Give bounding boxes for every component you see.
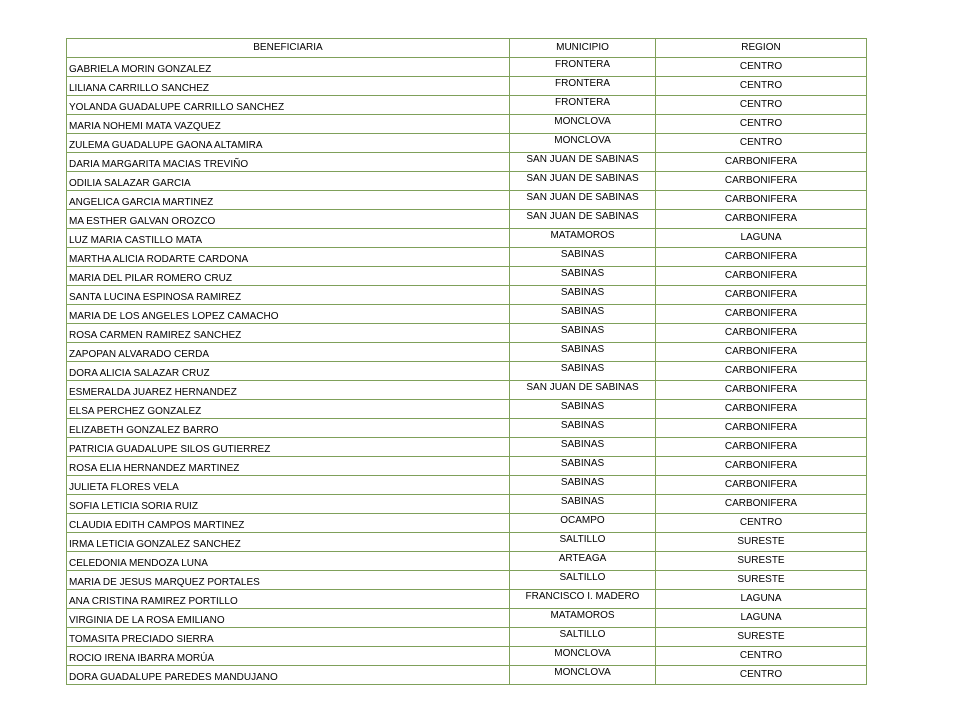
- region-cell: CENTRO: [656, 134, 867, 153]
- region-cell: CARBONIFERA: [656, 153, 867, 172]
- table-row: [67, 495, 867, 514]
- municipality-cell: FRONTERA: [510, 58, 656, 77]
- table-row: [67, 58, 867, 77]
- table-row: [67, 229, 867, 248]
- header-municipio: MUNICIPIO: [510, 39, 656, 58]
- region-cell: CENTRO: [656, 96, 867, 115]
- header-region: REGION: [656, 39, 867, 58]
- table-row: [67, 552, 867, 571]
- table-row: [67, 362, 867, 381]
- beneficiary-name-cell: ZAPOPAN ALVARADO CERDA: [67, 343, 510, 362]
- region-cell: CARBONIFERA: [656, 400, 867, 419]
- table-row: [67, 134, 867, 153]
- municipality-cell: SABINAS: [510, 362, 656, 381]
- region-cell: LAGUNA: [656, 590, 867, 609]
- table-row: [67, 210, 867, 229]
- table-row: [67, 590, 867, 609]
- table-row: [67, 153, 867, 172]
- region-cell: CARBONIFERA: [656, 286, 867, 305]
- region-cell: LAGUNA: [656, 229, 867, 248]
- region-cell: CENTRO: [656, 666, 867, 685]
- municipality-cell: MATAMOROS: [510, 609, 656, 628]
- beneficiary-name-cell: ESMERALDA JUAREZ HERNANDEZ: [67, 381, 510, 400]
- beneficiary-name-cell: ELIZABETH GONZALEZ BARRO: [67, 419, 510, 438]
- municipality-cell: SAN JUAN DE SABINAS: [510, 381, 656, 400]
- region-cell: SURESTE: [656, 628, 867, 647]
- region-cell: CENTRO: [656, 647, 867, 666]
- region-cell: SURESTE: [656, 571, 867, 590]
- municipality-cell: SAN JUAN DE SABINAS: [510, 172, 656, 191]
- municipality-cell: MONCLOVA: [510, 134, 656, 153]
- region-cell: CARBONIFERA: [656, 495, 867, 514]
- beneficiary-name-cell: DORA GUADALUPE PAREDES MANDUJANO: [67, 666, 510, 685]
- municipality-cell: FRONTERA: [510, 77, 656, 96]
- municipality-cell: MONCLOVA: [510, 115, 656, 134]
- beneficiary-name-cell: CELEDONIA MENDOZA LUNA: [67, 552, 510, 571]
- header-beneficiaria: BENEFICIARIA: [67, 39, 510, 58]
- region-cell: CARBONIFERA: [656, 343, 867, 362]
- beneficiary-name-cell: LILIANA CARRILLO SANCHEZ: [67, 77, 510, 96]
- beneficiary-name-cell: ROCIO IRENA IBARRA MORÚA: [67, 647, 510, 666]
- municipality-cell: SABINAS: [510, 248, 656, 267]
- beneficiary-name-cell: PATRICIA GUADALUPE SILOS GUTIERREZ: [67, 438, 510, 457]
- table-row: [67, 267, 867, 286]
- region-cell: CARBONIFERA: [656, 248, 867, 267]
- beneficiary-name-cell: SOFIA LETICIA SORIA RUIZ: [67, 495, 510, 514]
- municipality-cell: SABINAS: [510, 343, 656, 362]
- municipality-cell: FRANCISCO I. MADERO: [510, 590, 656, 609]
- municipality-cell: SABINAS: [510, 495, 656, 514]
- region-cell: CARBONIFERA: [656, 191, 867, 210]
- beneficiary-name-cell: ZULEMA GUADALUPE GAONA ALTAMIRA: [67, 134, 510, 153]
- municipality-cell: SABINAS: [510, 476, 656, 495]
- table-row: [67, 324, 867, 343]
- beneficiary-name-cell: GABRIELA MORIN GONZALEZ: [67, 58, 510, 77]
- municipality-cell: SAN JUAN DE SABINAS: [510, 191, 656, 210]
- table-row: [67, 305, 867, 324]
- municipality-cell: FRONTERA: [510, 96, 656, 115]
- region-cell: CARBONIFERA: [656, 210, 867, 229]
- beneficiary-name-cell: DORA ALICIA SALAZAR CRUZ: [67, 362, 510, 381]
- municipality-cell: SABINAS: [510, 267, 656, 286]
- region-cell: CARBONIFERA: [656, 172, 867, 191]
- municipality-cell: SABINAS: [510, 457, 656, 476]
- beneficiary-name-cell: SANTA LUCINA ESPINOSA RAMIREZ: [67, 286, 510, 305]
- table-row: [67, 115, 867, 134]
- beneficiary-name-cell: MARIA NOHEMI MATA VAZQUEZ: [67, 115, 510, 134]
- table-row: [67, 476, 867, 495]
- table-row: [67, 514, 867, 533]
- municipality-cell: SAN JUAN DE SABINAS: [510, 210, 656, 229]
- beneficiary-name-cell: ELSA PERCHEZ GONZALEZ: [67, 400, 510, 419]
- table-row: [67, 533, 867, 552]
- beneficiary-table: [66, 38, 867, 685]
- table-row: [67, 666, 867, 685]
- municipality-cell: MATAMOROS: [510, 229, 656, 248]
- region-cell: CARBONIFERA: [656, 419, 867, 438]
- beneficiary-name-cell: MARIA DE JESUS MARQUEZ PORTALES: [67, 571, 510, 590]
- beneficiary-name-cell: MARIA DEL PILAR ROMERO CRUZ: [67, 267, 510, 286]
- region-cell: CENTRO: [656, 115, 867, 134]
- beneficiary-name-cell: VIRGINIA DE LA ROSA EMILIANO: [67, 609, 510, 628]
- region-cell: CARBONIFERA: [656, 457, 867, 476]
- table-row: [67, 77, 867, 96]
- region-cell: CARBONIFERA: [656, 324, 867, 343]
- region-cell: CENTRO: [656, 58, 867, 77]
- municipality-cell: SAN JUAN DE SABINAS: [510, 153, 656, 172]
- beneficiary-name-cell: ROSA ELIA HERNANDEZ MARTINEZ: [67, 457, 510, 476]
- beneficiary-name-cell: IRMA LETICIA GONZALEZ SANCHEZ: [67, 533, 510, 552]
- table-row: [67, 96, 867, 115]
- region-cell: CARBONIFERA: [656, 381, 867, 400]
- beneficiary-name-cell: DARIA MARGARITA MACIAS TREVIÑO: [67, 153, 510, 172]
- municipality-cell: ARTEAGA: [510, 552, 656, 571]
- municipality-cell: SALTILLO: [510, 628, 656, 647]
- beneficiary-name-cell: ODILIA SALAZAR GARCIA: [67, 172, 510, 191]
- municipality-cell: SABINAS: [510, 400, 656, 419]
- table-row: [67, 647, 867, 666]
- beneficiary-name-cell: JULIETA FLORES VELA: [67, 476, 510, 495]
- table-row: [67, 248, 867, 267]
- beneficiary-name-cell: CLAUDIA EDITH CAMPOS MARTINEZ: [67, 514, 510, 533]
- table-row: [67, 457, 867, 476]
- beneficiary-name-cell: MARIA DE LOS ANGELES LOPEZ CAMACHO: [67, 305, 510, 324]
- beneficiary-name-cell: ANGELICA GARCIA MARTINEZ: [67, 191, 510, 210]
- table-row: [67, 400, 867, 419]
- region-cell: CENTRO: [656, 77, 867, 96]
- municipality-cell: SABINAS: [510, 305, 656, 324]
- beneficiary-name-cell: MA ESTHER GALVAN OROZCO: [67, 210, 510, 229]
- table-row: [67, 343, 867, 362]
- table-row: [67, 609, 867, 628]
- region-cell: CARBONIFERA: [656, 476, 867, 495]
- table-row: [67, 172, 867, 191]
- region-cell: SURESTE: [656, 533, 867, 552]
- table-row: [67, 628, 867, 647]
- table-row: [67, 419, 867, 438]
- region-cell: SURESTE: [656, 552, 867, 571]
- region-cell: CARBONIFERA: [656, 267, 867, 286]
- municipality-cell: SABINAS: [510, 438, 656, 457]
- municipality-cell: SALTILLO: [510, 571, 656, 590]
- municipality-cell: SALTILLO: [510, 533, 656, 552]
- beneficiary-name-cell: YOLANDA GUADALUPE CARRILLO SANCHEZ: [67, 96, 510, 115]
- table-row: [67, 191, 867, 210]
- beneficiary-name-cell: TOMASITA PRECIADO SIERRA: [67, 628, 510, 647]
- region-cell: CARBONIFERA: [656, 305, 867, 324]
- municipality-cell: MONCLOVA: [510, 647, 656, 666]
- beneficiary-name-cell: MARTHA ALICIA RODARTE CARDONA: [67, 248, 510, 267]
- table-row: [67, 438, 867, 457]
- municipality-cell: SABINAS: [510, 324, 656, 343]
- region-cell: LAGUNA: [656, 609, 867, 628]
- municipality-cell: OCAMPO: [510, 514, 656, 533]
- region-cell: CARBONIFERA: [656, 438, 867, 457]
- municipality-cell: MONCLOVA: [510, 666, 656, 685]
- beneficiary-name-cell: ROSA CARMEN RAMIREZ SANCHEZ: [67, 324, 510, 343]
- beneficiary-name-cell: ANA CRISTINA RAMIREZ PORTILLO: [67, 590, 510, 609]
- table-row: [67, 571, 867, 590]
- table-row: [67, 381, 867, 400]
- table-row: [67, 286, 867, 305]
- municipality-cell: SABINAS: [510, 286, 656, 305]
- beneficiary-name-cell: LUZ MARIA CASTILLO MATA: [67, 229, 510, 248]
- region-cell: CARBONIFERA: [656, 362, 867, 381]
- region-cell: CENTRO: [656, 514, 867, 533]
- municipality-cell: SABINAS: [510, 419, 656, 438]
- header-row: [67, 39, 867, 58]
